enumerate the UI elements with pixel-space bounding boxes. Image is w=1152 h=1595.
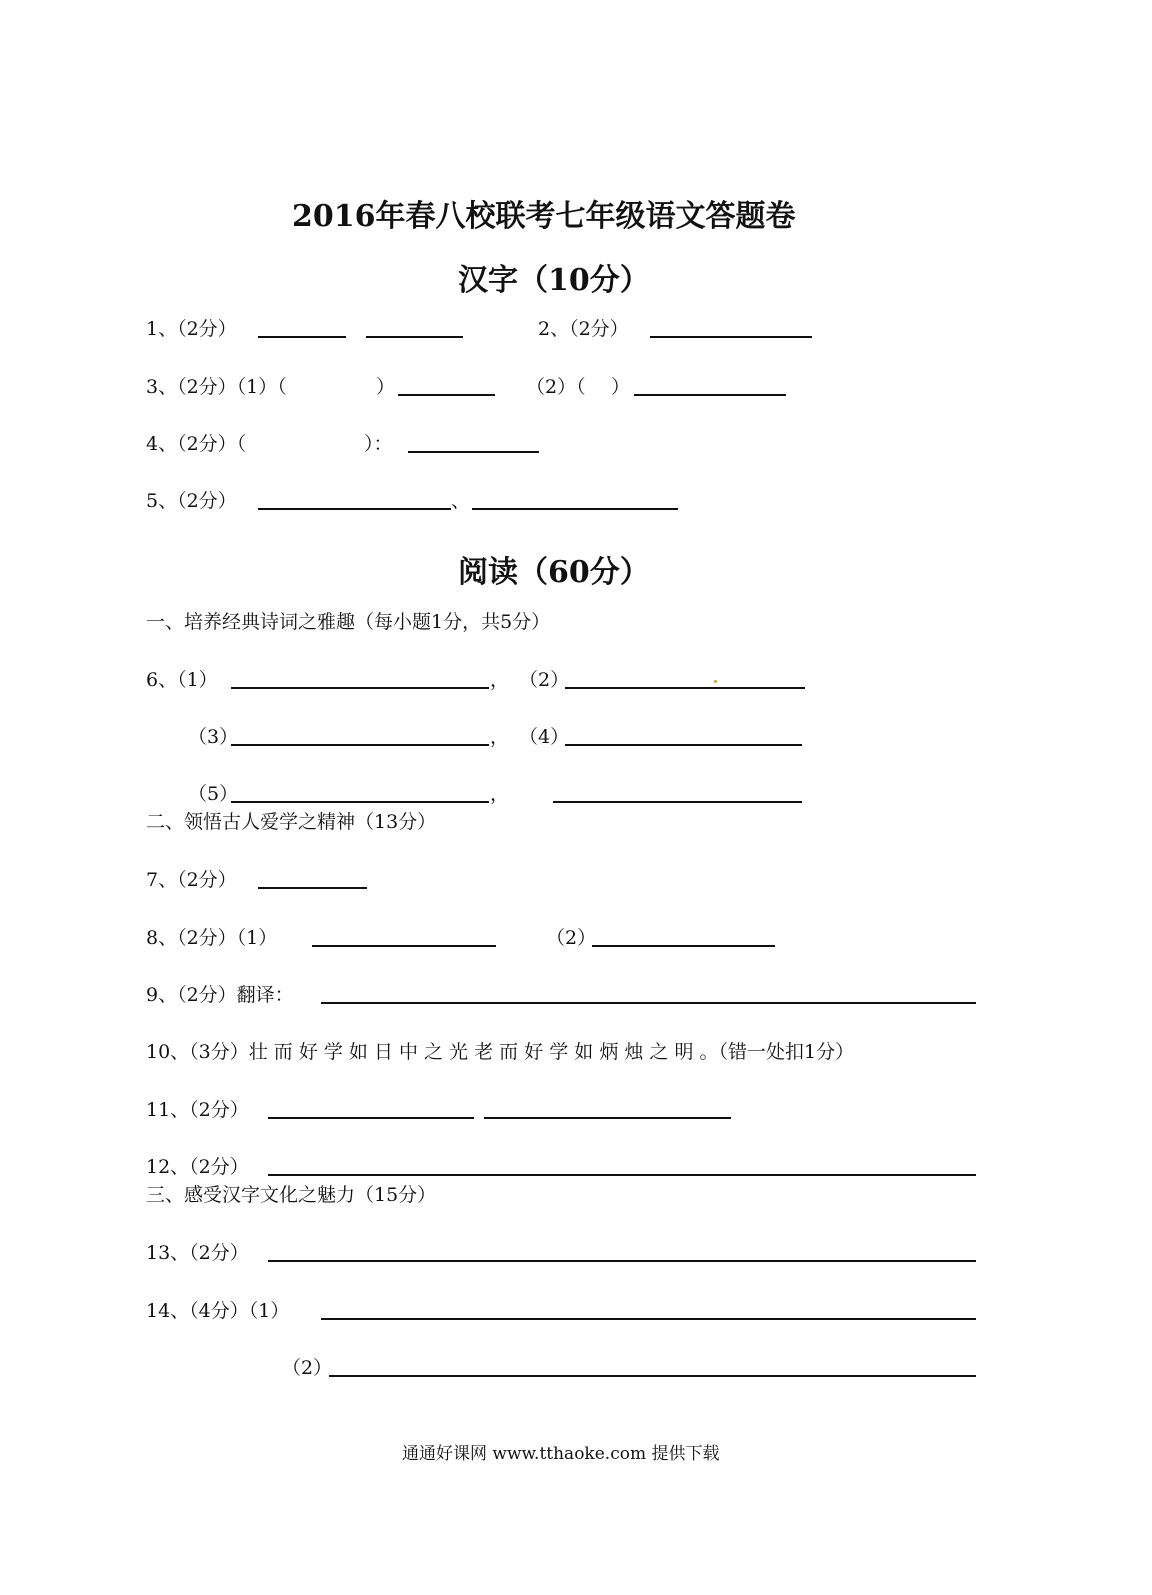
answer-blank[interactable] [231, 744, 489, 746]
answer-blank[interactable] [472, 508, 678, 510]
answer-blank[interactable] [268, 1174, 976, 1176]
answer-blank[interactable] [553, 801, 802, 803]
answer-blank[interactable] [634, 394, 786, 396]
question-3-part-2-label: （2）（ [526, 376, 586, 398]
answer-blank[interactable] [258, 887, 367, 889]
question-3-part-2-paren-close: ） [611, 376, 631, 398]
answer-blank[interactable] [321, 1318, 976, 1320]
question-11-label: 11、（2分） [146, 1099, 249, 1121]
question-8-label: 8、（2分）（1） [146, 927, 278, 949]
question-14-part-2-label: （2） [282, 1357, 333, 1379]
question-1-label: 1、（2分） [146, 318, 237, 340]
question-4-paren-close: ）： [364, 433, 393, 455]
answer-blank[interactable] [650, 336, 812, 338]
question-5-separator: 、 [451, 490, 471, 512]
answer-blank[interactable] [408, 451, 539, 453]
question-8-part-2-label: （2） [546, 927, 597, 949]
question-6-part-5-label: （5） [188, 783, 239, 805]
question-3-paren-close: ） [376, 376, 396, 398]
question-6-part-4-label: （4） [519, 726, 570, 748]
answer-blank[interactable] [258, 508, 451, 510]
answer-blank[interactable] [366, 336, 463, 338]
answer-blank[interactable] [231, 687, 489, 689]
part-3-heading: 三、感受汉字文化之魅力（15分） [146, 1184, 437, 1206]
answer-blank[interactable] [321, 1002, 976, 1004]
answer-blank[interactable] [398, 394, 495, 396]
answer-blank[interactable] [258, 336, 346, 338]
answer-blank[interactable] [329, 1375, 976, 1377]
answer-blank[interactable] [565, 687, 805, 689]
question-2-label: 2、（2分） [538, 318, 629, 340]
scan-speck [714, 680, 717, 683]
question-10-text: 10、（3分）壮 而 好 学 如 日 中 之 光 老 而 好 学 如 炳 烛 之 明 。（错一处扣1分） [146, 1041, 855, 1063]
answer-blank[interactable] [565, 744, 802, 746]
answer-blank[interactable] [268, 1260, 976, 1262]
comma: ， [490, 783, 510, 805]
section-heading-hanzi: 汉字（10分） [458, 263, 650, 298]
answer-blank[interactable] [268, 1117, 474, 1119]
section-heading-yuedu: 阅读（60分） [458, 555, 650, 590]
question-14-label: 14、（4分）（1） [146, 1300, 290, 1322]
answer-blank[interactable] [592, 945, 775, 947]
question-6-part-3-label: （3） [188, 726, 239, 748]
answer-blank[interactable] [231, 801, 489, 803]
question-12-label: 12、（2分） [146, 1156, 249, 1178]
question-4-label: 4、（2分）（ [146, 433, 247, 455]
comma: ， [490, 669, 510, 691]
question-9-label: 9、（2分）翻译： [146, 984, 294, 1006]
question-6-part-1-label: 6、（1） [146, 669, 218, 691]
question-13-label: 13、（2分） [146, 1242, 249, 1264]
comma: ， [490, 726, 510, 748]
question-5-label: 5、（2分） [146, 490, 237, 512]
answer-blank[interactable] [484, 1117, 731, 1119]
answer-blank[interactable] [312, 945, 496, 947]
page-title: 2016年春八校联考七年级语文答题卷 [292, 199, 796, 234]
part-2-heading: 二、领悟古人爱学之精神（13分） [146, 811, 437, 833]
question-6-part-2-label: （2） [519, 669, 570, 691]
question-3-label: 3、（2分）（1）（ [146, 376, 287, 398]
footer-credit: 通通好课网 www.tthaoke.com 提供下载 [402, 1444, 720, 1464]
part-1-heading: 一、培养经典诗词之雅趣（每小题1分，共5分） [146, 611, 551, 633]
question-7-label: 7、（2分） [146, 869, 237, 891]
